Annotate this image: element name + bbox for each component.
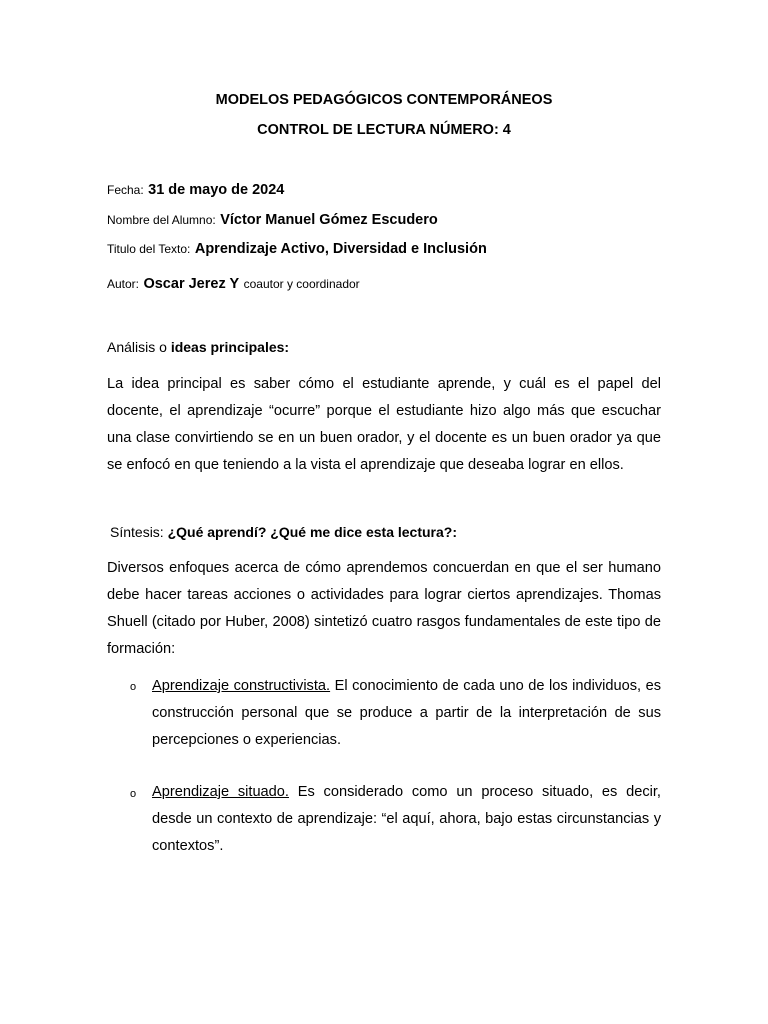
autor-field — [107, 275, 360, 293]
bullet-marker: o — [130, 681, 137, 693]
fecha-field — [107, 181, 284, 199]
autor-extra: coautor y coordinador — [243, 277, 360, 291]
autor-label: Autor: — [107, 277, 140, 291]
analisis-heading — [107, 339, 289, 355]
list-item-text: Es considerado como un proceso situado, es decir, desde un contexto de aprendizaje: “el aquí, ahora, bajo estas circunstancias y contextos”. — [152, 784, 661, 854]
sintesis-heading — [110, 524, 457, 540]
document-subtitle: CONTROL DE LECTURA NÚMERO: 4 — [257, 122, 511, 138]
list-item-term: Aprendizaje situado. — [152, 784, 289, 800]
document-title: MODELOS PEDAGÓGICOS CONTEMPORÁNEOS — [215, 92, 553, 108]
titulo-label: Titulo del Texto: — [107, 242, 191, 256]
alumno-field — [107, 211, 438, 229]
fecha-value: 31 de mayo de 2024 — [148, 182, 285, 198]
alumno-label: Nombre del Alumno: — [107, 213, 216, 227]
sintesis-heading-prefix: Síntesis: — [110, 524, 164, 540]
analisis-paragraph: La idea principal es saber cómo el estudiante aprende, y cuál es el papel del docente, el aprendizaje “ocurre” porque el estudiante hizo algo más que escuchar una clase convirtiendo se en un buen orador, y el docente es un buen orador ya que se enfocó en que teniendo a la vista el aprendizaje que deseaba lograr en ellos. — [107, 376, 661, 473]
analisis-heading-strong: ideas principales: — [170, 339, 290, 355]
alumno-value: Víctor Manuel Gómez Escudero — [220, 212, 438, 228]
sintesis-paragraph: Diversos enfoques acerca de cómo aprendemos concuerdan en que el ser humano debe hacer tareas acciones o actividades para lograr ciertos aprendizajes. Thomas Shuell (citado por Huber, 2008) sintetizó cuatro rasgos fundamentales de este tipo de formación: — [107, 560, 661, 657]
titulo-field — [107, 240, 487, 258]
sintesis-heading-strong: ¿Qué aprendí? ¿Qué me dice esta lectura?: — [167, 524, 457, 540]
autor-value: Oscar Jerez Y — [143, 276, 240, 292]
bullet-marker: o — [130, 788, 137, 800]
list-item-term: Aprendizaje constructivista. — [152, 678, 331, 694]
analisis-heading-prefix: Análisis o — [107, 339, 167, 355]
list-item — [152, 779, 661, 860]
list-item-text: El conocimiento de cada uno de los individuos, es construcción personal que se produce a partir de la interpretación de sus percepciones o experiencias. — [152, 678, 662, 748]
titulo-value: Aprendizaje Activo, Diversidad e Inclusión — [194, 241, 487, 257]
list-item — [152, 673, 661, 754]
fecha-label: Fecha: — [107, 183, 144, 197]
